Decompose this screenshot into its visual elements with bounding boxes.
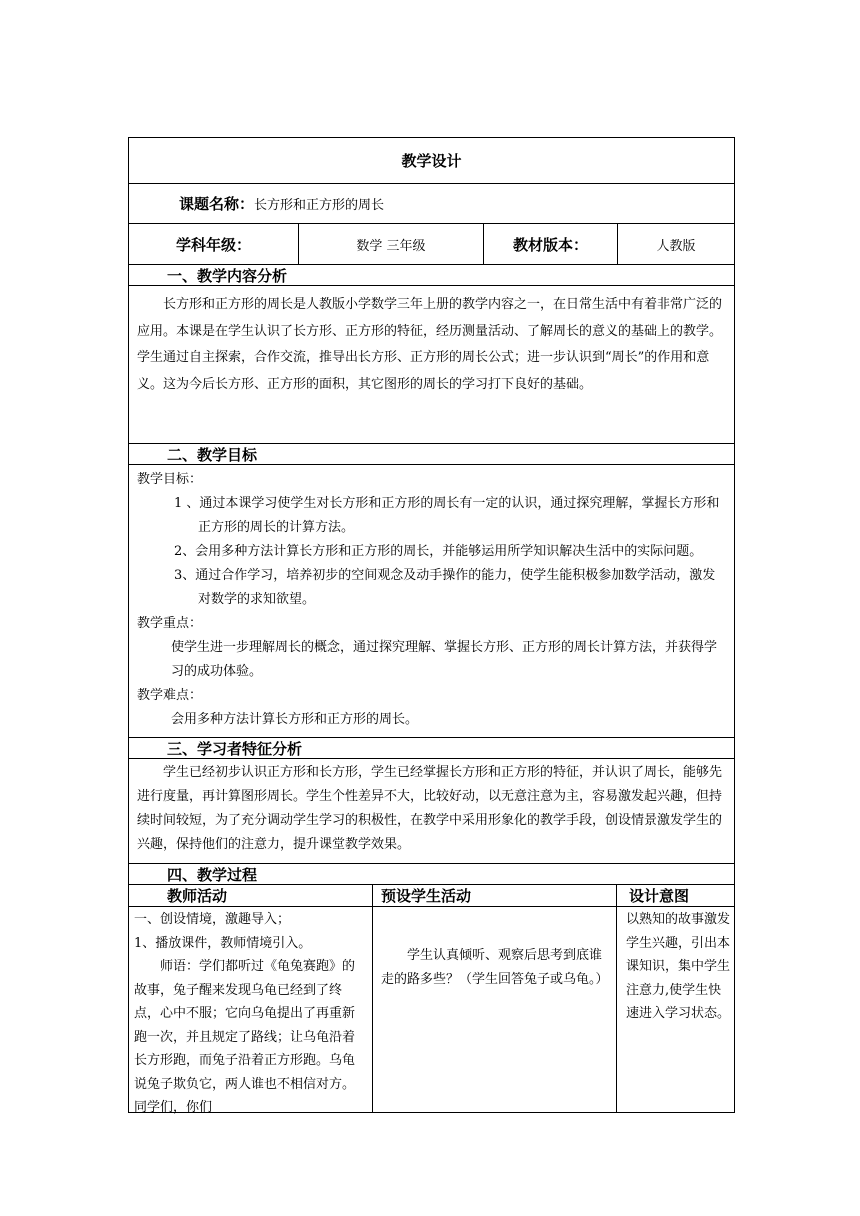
goals-label: 教学目标： — [137, 472, 203, 487]
section4-heading: 四、教学过程 — [129, 864, 734, 885]
difficulty-text: 会用多种方法计算长方形和正方形的周长。 — [171, 712, 419, 727]
section2-body — [129, 465, 734, 738]
process-body-row — [129, 907, 734, 1115]
subject-value-cell — [299, 224, 484, 264]
difficulty-label: 教学难点： — [137, 688, 203, 703]
col-teacher-label: 教师活动 — [167, 887, 228, 905]
teacher-line-2: 1、播放课件，教师情境引入。 — [134, 935, 312, 951]
doc-title: 教学设计 — [401, 152, 462, 170]
topic-value: 长方形和正方形的周长 — [254, 198, 385, 213]
topic-label: 课题名称： — [179, 195, 255, 213]
student-activity-cell — [373, 907, 617, 1112]
goal-item-2: 2、会用多种方法计算长方形和正方形的周长，并能够运用所学知识解决生活中的实际问题。 — [174, 544, 703, 559]
col-intent-label: 设计意图 — [629, 887, 690, 905]
topic-row — [129, 184, 734, 224]
key-text: 使学生进一步理解周长的概念，通过探究理解、掌握长方形、正方形的周长计算方法，并获得学习的成功体验。 — [171, 640, 718, 679]
subject-value: 数学 三年级 — [356, 238, 426, 254]
process-header-row — [129, 885, 734, 907]
key-label: 教学重点： — [137, 616, 203, 631]
section1-body — [129, 286, 734, 444]
textbook-value: 人教版 — [656, 238, 696, 254]
teacher-activity-cell — [129, 907, 373, 1115]
section2-heading: 二、教学目标 — [129, 444, 734, 465]
goal-item-3: 3、通过合作学习，培养初步的空间观念及动手操作的能力，使学生能积极参加数学活动，激发对数学的求知欲望。 — [174, 568, 716, 607]
teacher-line-3: 师语：学们都听过《龟兔赛跑》的故事，兔子醒来发现乌龟已经到了终点，心中不服；它向乌龟提出了再重新跑一次，并且规定了路线；让乌龟沿着长方形跑，而兔子沿着正方形跑。乌龟说兔子欺负它，两人谁也不相信对方。同学们，你们 — [134, 959, 356, 1115]
section3-body — [129, 759, 734, 864]
goal-item-1: 1 、通过本课学习使学生对长方形和正方形的周长有一定的认识，通过探究理解，掌握长方形和正方形的周长的计算方法。 — [174, 496, 720, 535]
section1-heading: 一、教学内容分析 — [129, 265, 734, 286]
col-teacher-header — [129, 885, 373, 906]
textbook-value-cell — [618, 224, 734, 264]
col-student-label: 预设学生活动 — [381, 887, 472, 905]
content-analysis-text: 长方形和正方形的周长是人教版小学数学三年上册的教学内容之一，在日常生活中有着非常广泛的应用。本课是在学生认识了长方形、正方形的特征，经历测量活动、了解周长的意义的基础上的教学。学生通过自主探索，合作交流，推导出长方形、正方形的周长公式；进一步认识到“周长”的作用和意义。这为今后长方形、正方形的面积，其它图形的周长的学习打下良好的基础。 — [137, 297, 723, 392]
teacher-line-1: 一、创设情境，激趣导入； — [134, 912, 291, 927]
subject-label: 学科年级： — [175, 235, 251, 254]
section3-heading: 三、学习者特征分析 — [129, 738, 734, 759]
col-intent-header — [617, 885, 734, 906]
design-intent-cell — [617, 907, 734, 1112]
goals-block — [129, 465, 734, 734]
textbook-label: 教材版本： — [512, 235, 588, 254]
design-intent-text: 以熟知的故事激发学生兴趣，引出本课知识，集中学生注意力,使学生快速进入学习状态。 — [626, 912, 731, 1021]
title-row — [129, 138, 734, 184]
student-activity-text: 学生认真倾听、观察后思考到底谁走的路多些？（学生回答兔子或乌龟。） — [381, 948, 609, 987]
textbook-label-cell — [484, 224, 618, 264]
subject-row — [129, 224, 734, 265]
subject-label-cell — [129, 224, 299, 264]
lesson-plan-table — [128, 137, 735, 1113]
learner-analysis-text: 学生已经初步认识正方形和长方形，学生已经掌握长方形和正方形的特征，并认识了周长，能够先进行度量，再计算图形周长。学生个性差异不大，比较好动，以无意注意为主，容易激发起兴趣，但持续时间较短，为了充分调动学生学习的积极性，在教学中采用形象化的教学手段，创设情景激发学生的兴趣，保持他们的注意力，提升课堂教学效果。 — [137, 765, 723, 852]
col-student-header — [373, 885, 617, 906]
